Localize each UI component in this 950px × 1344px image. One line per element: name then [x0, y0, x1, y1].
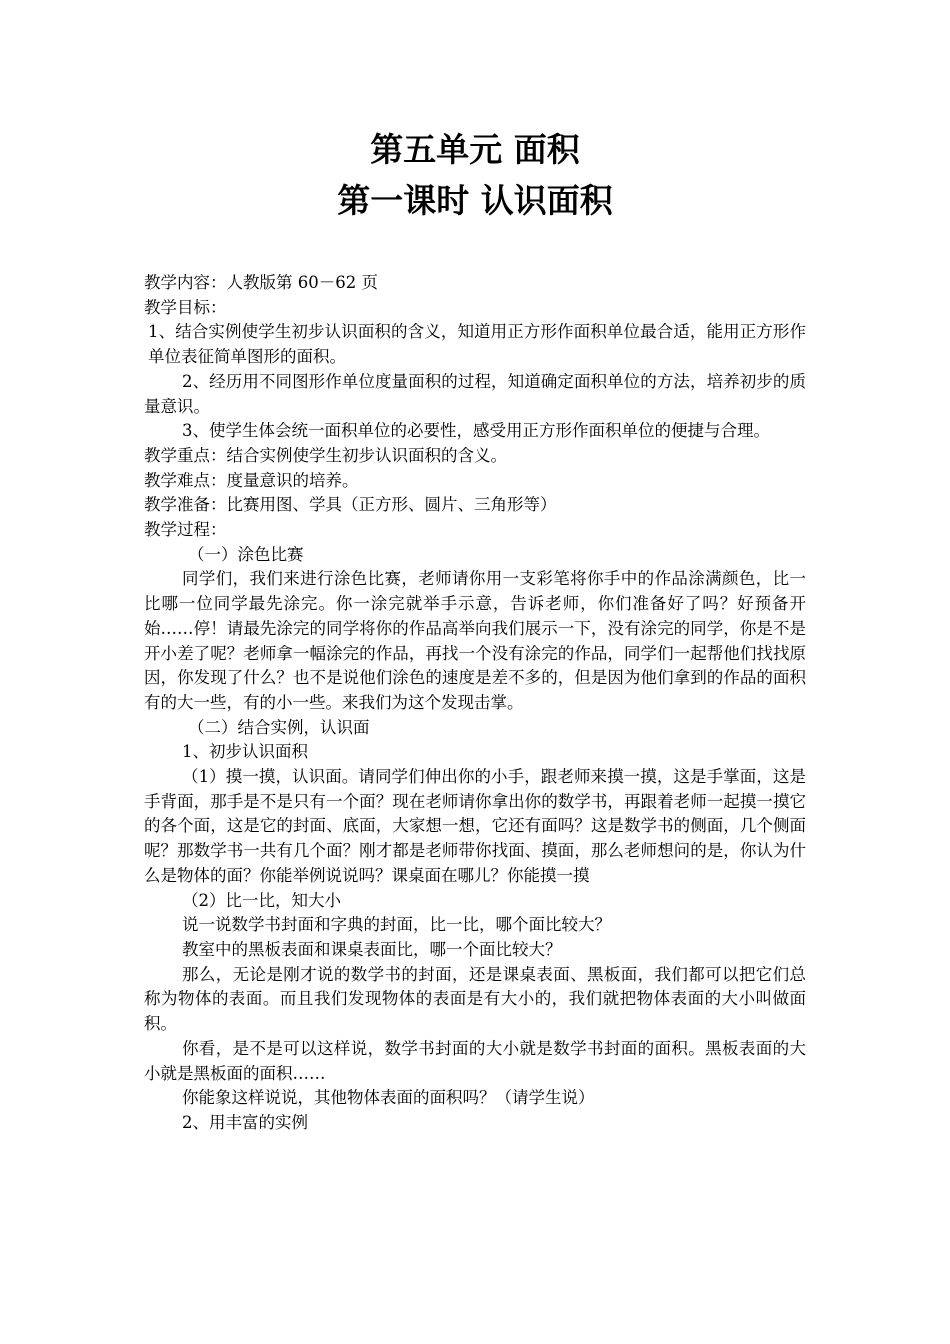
objective-item: 3、使学生体会统一面积单位的必要性，感受用正方形作面积单位的便捷与合理。 — [182, 421, 770, 441]
section-paragraph: 同学们，我们来进行涂色比赛，老师请你用一支彩笔将你手中的作品涂满颜色，比一比哪一位同学最先涂完。你一涂完就举手示意，告诉老师，你们准备好了吗？好预备开始……停！请最先涂完的同学将你的作品高举向我们展示一下，没有涂完的同学，你是不是开小差了呢？老师拿一幅涂完的作品，再找一个没有涂完的作品，同学们一起帮他们找找原因，你发现了什么？也不是说他们涂色的速度是差不多的，但是因为他们拿到的作品的面积有的大一些，有的小一些。来我们为这个发现击掌。 — [144, 569, 806, 712]
section-paragraph: 说一说数学书封面和字典的封面，比一比，哪个面比较大？ — [182, 915, 611, 935]
teaching-content: 教学内容：人教版第 60－62 页 — [144, 273, 378, 292]
section-heading: （二）结合实例，认识面 — [188, 717, 370, 737]
objective-item: 1、结合实例使学生初步认识面积的含义，知道用正方形作面积单位最合适，能用正方形作单位表征简单图形的面积。 — [148, 322, 806, 367]
subsection-heading: 2、用丰富的实例 — [182, 1112, 308, 1132]
subsection-heading: 1、初步认识面积 — [182, 742, 308, 762]
section-paragraph: 你看，是不是可以这样说，数学书封面的大小就是数学书封面的面积。黑板表面的大小就是黑板面的面积…… — [144, 1038, 806, 1083]
section-heading: （一）涂色比赛 — [188, 544, 304, 564]
preparation: 教学准备：比赛用图、学具（正方形、圆片、三角形等） — [144, 495, 557, 515]
key-point: 教学重点：结合实例使学生初步认识面积的含义。 — [144, 445, 507, 465]
section-paragraph: （1）摸一摸，认识面。请同学们伸出你的小手，跟老师来摸一摸，这是手掌面，这是手背面，那手是不是只有一个面？现在老师请你拿出你的数学书，再跟着老师一起摸一摸它的各个面，这是它的封面、底面，大家想一想，它还有面吗？这是数学书的侧面，几个侧面呢？那数学书一共有几个面？刚才都是老师带你找面、摸面，那么老师想问的是，你认为什么是物体的面？你能举例说说吗？课桌面在哪儿？你能摸一摸 — [144, 767, 806, 885]
difficulty: 教学难点：度量意识的培养。 — [144, 470, 359, 490]
objective-item: 2、经历用不同图形作单位度量面积的过程，知道确定面积单位的方法，培养初步的质量意识。 — [144, 371, 806, 416]
section-paragraph: 教室中的黑板表面和课桌表面比，哪一个面比较大？ — [182, 939, 562, 959]
section-paragraph: 那么，无论是刚才说的数学书的封面，还是课桌表面、黑板面，我们都可以把它们总称为物体的表面。而且我们发现物体的表面是有大小的，我们就把物体表面的大小叫做面积。 — [144, 964, 806, 1034]
lesson-title: 第一课时 认识面积 — [337, 181, 613, 220]
document-body — [144, 271, 806, 1136]
objectives-label: 教学目标： — [144, 297, 227, 317]
process-label: 教学过程： — [144, 520, 227, 540]
subsection-heading: （2）比一比，知大小 — [182, 890, 341, 910]
unit-title: 第五单元 面积 — [370, 130, 580, 169]
section-paragraph: 你能象这样说说，其他物体表面的面积吗？（请学生说） — [182, 1088, 595, 1108]
